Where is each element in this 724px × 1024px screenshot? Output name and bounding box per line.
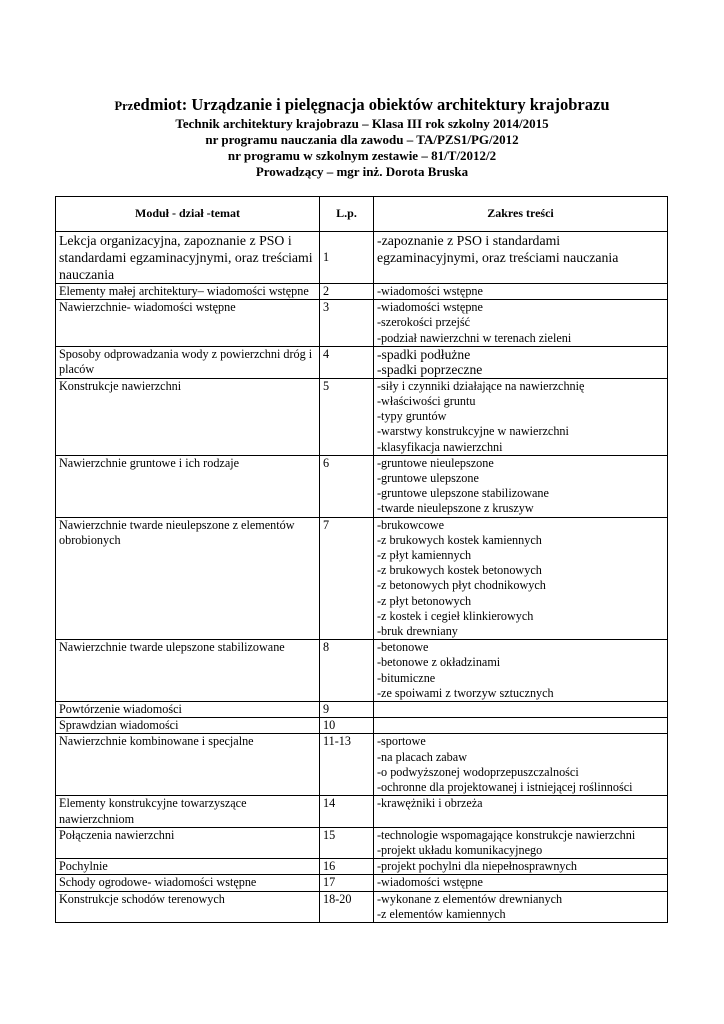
row-lp: 14 (320, 796, 374, 827)
content-line: -z kostek i cegieł klinkierowych (377, 608, 534, 623)
content-line: -warstwy konstrukcyjne w nawierzchni (377, 424, 569, 439)
row-topic: Nawierzchnie- wiadomości wstępne (56, 300, 320, 347)
row-content (374, 300, 668, 347)
content-line: -z brukowych kostek betonowych (377, 563, 542, 578)
row-lp: 9 (320, 702, 374, 718)
table-row (56, 378, 668, 455)
content-line: -technologie wspomagające konstrukcje nawierzchni (377, 827, 636, 842)
row-topic: Nawierzchnie gruntowe i ich rodzaje (56, 455, 320, 517)
content-line: -właściwości gruntu (377, 394, 476, 409)
content-line: -zapoznanie z PSO i standardami egzaminacyjnymi, oraz treściami nauczania (377, 233, 619, 265)
table-row (56, 702, 668, 718)
content-line: -szerokości przejść (377, 315, 471, 330)
table-row (56, 859, 668, 875)
row-content (374, 718, 668, 734)
document-header (0, 95, 724, 180)
content-line: -ze spoiwami z tworzyw sztucznych (377, 685, 554, 700)
row-lp: 1 (320, 232, 374, 284)
content-line: -brukowcowe (377, 517, 445, 532)
row-content (374, 346, 668, 378)
content-line: -krawężniki i obrzeża (377, 796, 483, 811)
syllabus-table (55, 196, 668, 923)
content-line: -z brukowych kostek kamiennych (377, 532, 542, 547)
table-row (56, 300, 668, 347)
content-line: -gruntowe ulepszone stabilizowane (377, 486, 549, 501)
header-line-program-number: nr programu nauczania dla zawodu – TA/PZS1/PG/2012 (205, 132, 519, 147)
content-line: -klasyfikacja nawierzchni (377, 439, 503, 454)
row-topic: Elementy konstrukcyjne towarzyszące nawierzchniom (56, 796, 320, 827)
content-line: -sportowe (377, 734, 426, 749)
row-content (374, 640, 668, 702)
column-header-lp: L.p. (320, 197, 374, 232)
row-lp: 5 (320, 378, 374, 455)
content-line: -bruk drewniany (377, 624, 458, 639)
content-line: -bitumiczne (377, 670, 436, 685)
row-content (374, 284, 668, 300)
table-header-row (56, 197, 668, 232)
row-topic: Konstrukcje nawierzchni (56, 378, 320, 455)
row-content (374, 734, 668, 796)
content-line: -wykonane z elementów drewnianych (377, 891, 563, 906)
content-line: -projekt pochylni dla niepełnosprawnych (377, 859, 578, 874)
content-line: -wiadomości wstępne (377, 300, 483, 315)
row-lp: 17 (320, 875, 374, 891)
table-row (56, 284, 668, 300)
content-line: -podział nawierzchni w terenach zieleni (377, 330, 572, 345)
row-lp: 3 (320, 300, 374, 347)
table-row (56, 734, 668, 796)
row-lp: 7 (320, 517, 374, 640)
row-lp: 10 (320, 718, 374, 734)
subject-title-prefix: Prz (114, 99, 134, 113)
row-topic: Nawierzchnie twarde nieulepszone z elementów obrobionych (56, 517, 320, 640)
row-lp: 18-20 (320, 891, 374, 922)
row-lp: 16 (320, 859, 374, 875)
table-body (56, 232, 668, 923)
row-topic: Elementy małej architektury– wiadomości wstępne (56, 284, 320, 300)
row-content (374, 827, 668, 858)
table-row (56, 517, 668, 640)
content-line: -z elementów kamiennych (377, 906, 506, 921)
row-content (374, 232, 668, 284)
content-line: -z betonowych płyt chodnikowych (377, 578, 546, 593)
row-topic: Nawierzchnie twarde ulepszone stabilizowane (56, 640, 320, 702)
row-lp: 15 (320, 827, 374, 858)
row-content (374, 796, 668, 827)
content-line: -twarde nieulepszone z kruszyw (377, 501, 534, 516)
content-line: -projekt układu komunikacyjnego (377, 842, 543, 857)
content-line: -o podwyższonej wodoprzepuszczalności (377, 764, 579, 779)
content-line: -typy gruntów (377, 409, 447, 424)
subject-title (0, 95, 724, 116)
row-content (374, 702, 668, 718)
row-content (374, 455, 668, 517)
header-line-profession: Technik architektury krajobrazu – Klasa III rok szkolny 2014/2015 (175, 116, 549, 131)
content-line: -z płyt betonowych (377, 593, 472, 608)
row-topic: Pochylnie (56, 859, 320, 875)
content-line: -spadki podłużne (377, 346, 471, 362)
row-topic: Sprawdzian wiadomości (56, 718, 320, 734)
table-row (56, 232, 668, 284)
content-line: -gruntowe nieulepszone (377, 455, 494, 470)
row-lp: 2 (320, 284, 374, 300)
table-row (56, 875, 668, 891)
content-line: -na placach zabaw (377, 749, 467, 764)
content-line: -wiadomości wstępne (377, 875, 483, 890)
row-topic: Lekcja organizacyjna, zapoznanie z PSO i standardami egzaminacyjnymi, oraz treściami nauczania (56, 232, 320, 284)
content-line: -wiadomości wstępne (377, 284, 483, 298)
row-content (374, 859, 668, 875)
table-row (56, 640, 668, 702)
header-line-teacher: Prowadzący – mgr inż. Dorota Bruska (255, 164, 469, 179)
row-topic: Nawierzchnie kombinowane i specjalne (56, 734, 320, 796)
row-topic: Konstrukcje schodów terenowych (56, 891, 320, 922)
row-lp: 11-13 (320, 734, 374, 796)
table-row (56, 891, 668, 922)
header-line-school-program: nr programu w szkolnym zestawie – 81/T/2012/2 (227, 148, 497, 163)
row-content (374, 517, 668, 640)
row-lp: 8 (320, 640, 374, 702)
subject-title-main: edmiot: Urządzanie i pielęgnacja obiektów architektury krajobrazu (133, 95, 610, 114)
row-topic: Powtórzenie wiadomości (56, 702, 320, 718)
table-row (56, 796, 668, 827)
row-topic: Schody ogrodowe- wiadomości wstępne (56, 875, 320, 891)
row-lp: 6 (320, 455, 374, 517)
table-row (56, 346, 668, 378)
row-topic: Sposoby odprowadzania wody z powierzchni dróg i placów (56, 346, 320, 378)
table-row (56, 455, 668, 517)
content-line: -siły i czynniki działające na nawierzchnię (377, 378, 585, 393)
row-content (374, 378, 668, 455)
table-row (56, 718, 668, 734)
row-content (374, 891, 668, 922)
content-line: -ochronne dla projektowanej i istniejącej roślinności (377, 780, 633, 795)
content-line: -betonowe z okładzinami (377, 655, 501, 670)
column-header-content: Zakres treści (374, 197, 668, 232)
content-line: -spadki poprzeczne (377, 362, 483, 378)
row-topic: Połączenia nawierzchni (56, 827, 320, 858)
row-content (374, 875, 668, 891)
content-line: -z płyt kamiennych (377, 548, 472, 563)
row-lp: 4 (320, 346, 374, 378)
table-row (56, 827, 668, 858)
content-line: -betonowe (377, 640, 429, 655)
column-header-topic: Moduł - dział -temat (56, 197, 320, 232)
content-line: -gruntowe ulepszone (377, 471, 479, 486)
